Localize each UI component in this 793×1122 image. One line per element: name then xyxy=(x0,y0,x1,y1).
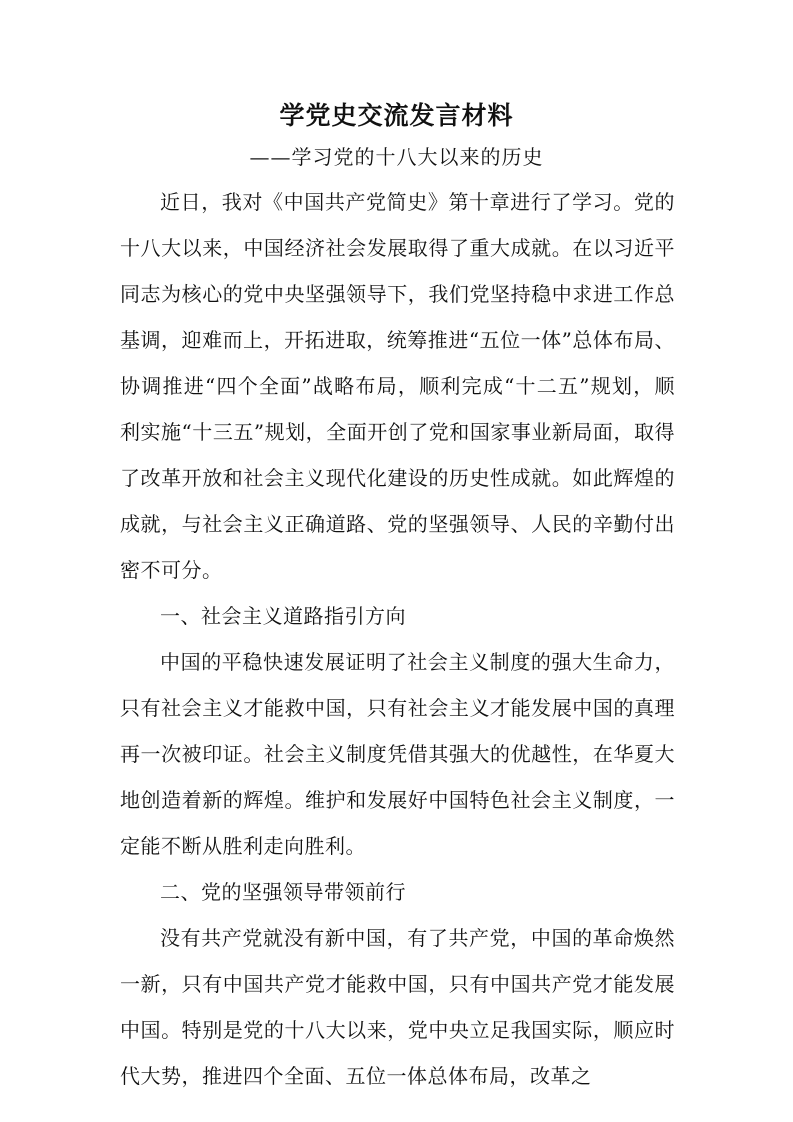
paragraph-intro: 近日，我对《中国共产党简史》第十章进行了学习。党的十八大以来，中国经济社会发展取得了重大成就。在以习近平同志为核心的党中央坚强领导下，我们党坚持稳中求进工作总基调，迎难而上，开拓进取，统筹推进“五位一体”总体布局、协调推进“四个全面”战略布局，顺利完成“十二五”规划，顺利实施“十三五”规划，全面开创了党和国家事业新局面，取得了改革开放和社会主义现代化建设的历史性成就。如此辉煌的成就，与社会主义正确道路、党的坚强领导、人民的辛勤付出密不可分。 xyxy=(120,190,675,582)
paragraph-section-1: 中国的平稳快速发展证明了社会主义制度的强大生命力，只有社会主义才能救中国，只有社会主义才能发展中国的真理再一次被印证。社会主义制度凭借其强大的优越性，在华夏大地创造着新的辉煌。维护和发展好中国特色社会主义制度，一定能不断从胜利走向胜利。 xyxy=(120,650,675,858)
document-subtitle: ——学习党的十八大以来的历史 xyxy=(249,145,544,169)
section-heading-2: 二、党的坚强领导带领前行 xyxy=(160,880,406,904)
document-title: 学党史交流发言材料 xyxy=(279,101,514,130)
document-body xyxy=(120,179,675,1099)
paragraph-section-2: 没有共产党就没有新中国，有了共产党，中国的革命焕然一新，只有中国共产党才能救中国，只有中国共产党才能发展中国。特别是党的十八大以来，党中央立足我国实际，顺应时代大势，推进四个全面、五位一体总体布局，改革之 xyxy=(120,926,675,1088)
section-heading-1: 一、社会主义道路指引方向 xyxy=(160,604,406,628)
